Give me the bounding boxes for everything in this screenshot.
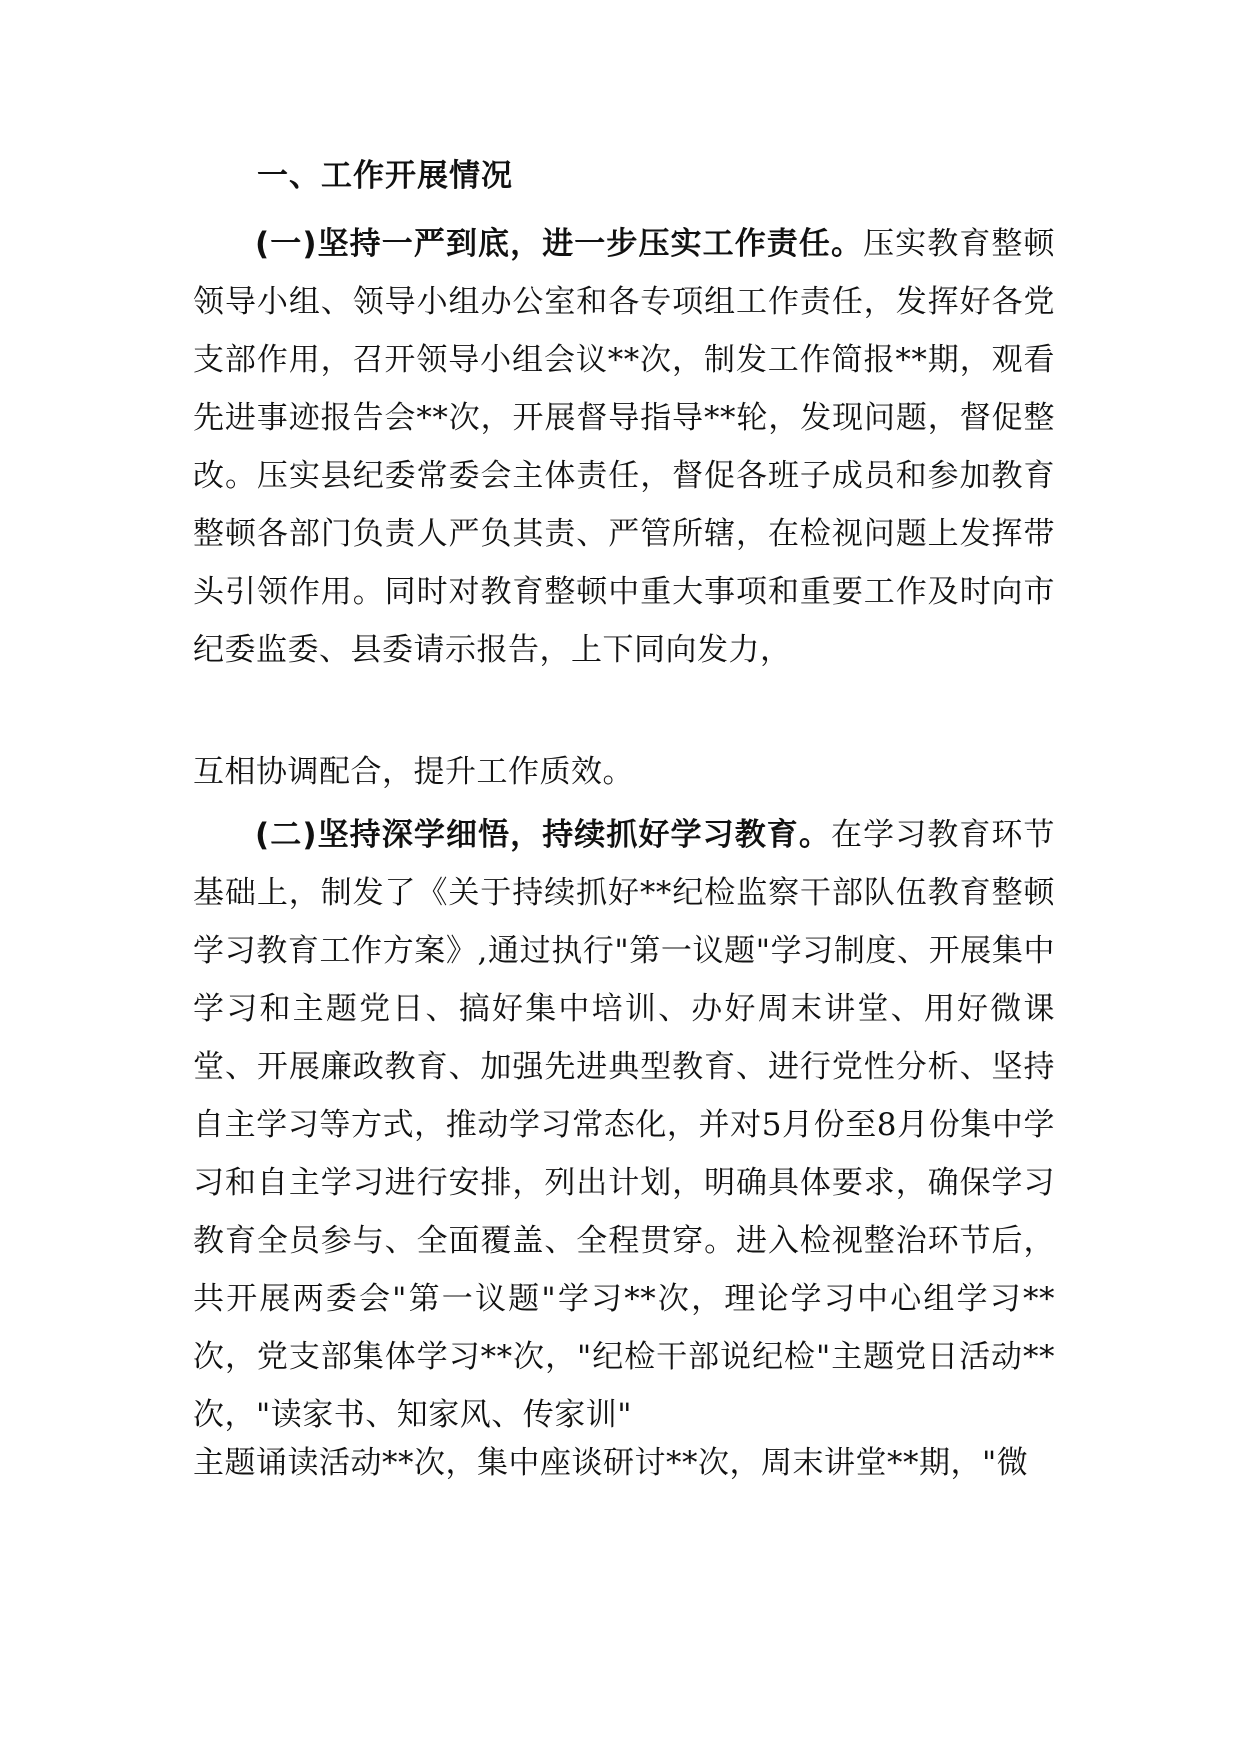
item-1-continuation-line: 互相协调配合，提升工作质效。: [193, 754, 634, 790]
paragraph-item-2: [193, 806, 1055, 1444]
section-heading: 一、工作开展情况: [257, 158, 513, 194]
item-1-lead-sentence: (一)坚持一严到底，进一步压实工作责任。: [255, 226, 864, 262]
item-2-continuation-line: 主题诵读活动**次，集中座谈研讨**次，周末讲堂**期，"微: [193, 1445, 1029, 1481]
item-1-body-text: 压实教育整顿领导小组、领导小组办公室和各专项组工作责任，发挥好各党支部作用，召开领导小组会议**次，制发工作简报**期，观看先进事迹报告会**次，开展督导指导**轮，发现问题，督促整改。压实县纪委常委会主体责任，督促各班子成员和参加教育整顿各部门负责人严负其责、严管所辖，在检视问题上发挥带头引领作用。同时对教育整顿中重大事项和重要工作及时向市纪委监委、县委请示报告，上下同向发力，: [193, 226, 1055, 668]
item-2-lead-sentence: (二)坚持深学细悟，持续抓好学习教育。: [255, 817, 831, 853]
paragraph-item-1: [193, 215, 1055, 679]
item-2-body-text: 在学习教育环节基础上，制发了《关于持续抓好**纪检监察干部队伍教育整顿学习教育工作方案》,通过执行"第一议题"学习制度、开展集中学习和主题党日、搞好集中培训、办好周末讲堂、用好微课堂、开展廉政教育、加强先进典型教育、进行党性分析、坚持自主学习等方式，推动学习常态化，并对5月份至8月份集中学习和自主学习进行安排，列出计划，明确具体要求，确保学习教育全员参与、全面覆盖、全程贯穿。进入检视整治环节后，共开展两委会"第一议题"学习**次，理论学习中心组学习**次，党支部集体学习**次，"纪检干部说纪检"主题党日活动**次，"读家书、知家风、传家训": [193, 817, 1056, 1433]
